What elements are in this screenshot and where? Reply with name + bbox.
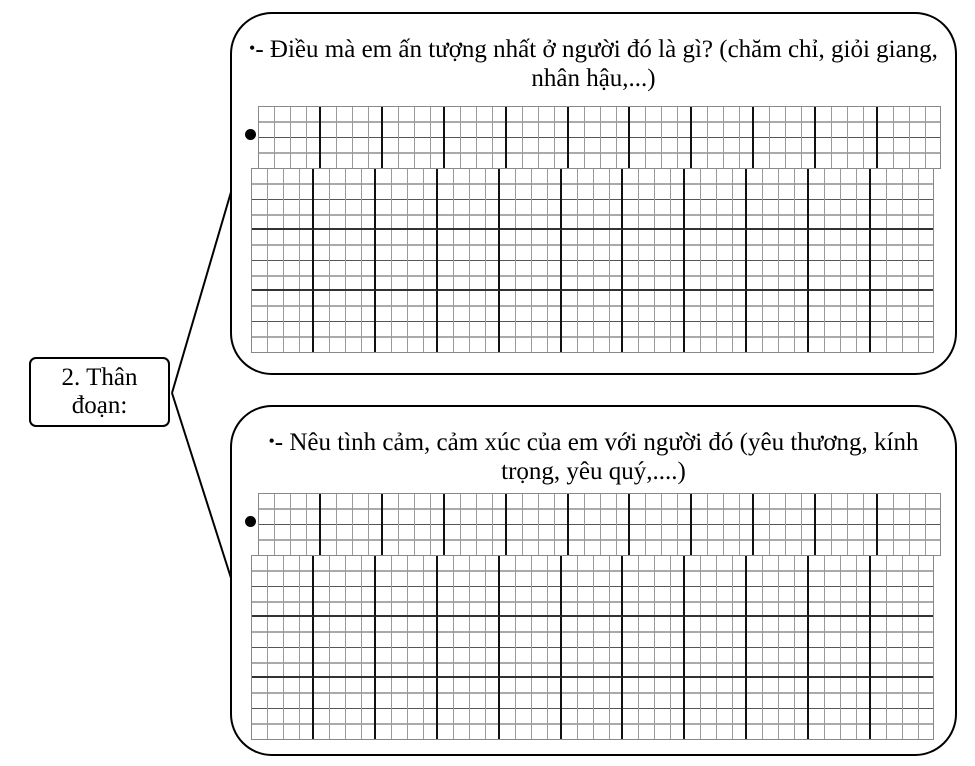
grid-cell[interactable] (623, 617, 685, 678)
grid-cell[interactable] (754, 107, 816, 168)
grid-cell[interactable] (376, 230, 438, 291)
grid-cell[interactable] (500, 230, 562, 291)
grid-cell[interactable] (878, 107, 940, 168)
prompt-text-container (246, 34, 941, 93)
section-label-box (29, 357, 170, 427)
row-bullet-icon (245, 516, 256, 527)
grid-cell[interactable] (314, 230, 376, 291)
grid-cell[interactable] (500, 556, 562, 617)
grid-cell[interactable] (809, 617, 871, 678)
prompt-text: - Điều mà em ấn tượng nhất ở người đó là gì? (chăm chỉ, giỏi giang, nhân hậu,...) (255, 36, 938, 92)
grid-cell[interactable] (445, 494, 507, 555)
grid-cell[interactable] (259, 494, 321, 555)
bullet-icon: • (268, 431, 275, 451)
grid-cell[interactable] (747, 169, 809, 230)
grid-cell[interactable] (816, 107, 878, 168)
grid-cell[interactable] (252, 291, 314, 352)
grid-cell[interactable] (438, 169, 500, 230)
grid-cell[interactable] (630, 494, 692, 555)
grid-cell[interactable] (747, 291, 809, 352)
grid-cell[interactable] (500, 291, 562, 352)
grid-cell[interactable] (562, 230, 624, 291)
grid-cell[interactable] (623, 678, 685, 739)
grid-cell[interactable] (878, 494, 940, 555)
grid-cell[interactable] (871, 617, 933, 678)
grid-cell[interactable] (383, 107, 445, 168)
grid-cell[interactable] (871, 230, 933, 291)
grid-cell[interactable] (623, 230, 685, 291)
grid-cell[interactable] (685, 617, 747, 678)
grid-cell[interactable] (445, 107, 507, 168)
grid-cell[interactable] (754, 494, 816, 555)
grid-cell[interactable] (747, 556, 809, 617)
grid-cell[interactable] (871, 556, 933, 617)
grid-cell[interactable] (871, 169, 933, 230)
grid-cell[interactable] (562, 169, 624, 230)
grid-cell[interactable] (816, 494, 878, 555)
grid-cell[interactable] (252, 678, 314, 739)
grid-cell[interactable] (438, 230, 500, 291)
grid-cell[interactable] (871, 678, 933, 739)
grid-cell[interactable] (252, 556, 314, 617)
grid-cell[interactable] (321, 494, 383, 555)
grid-cell[interactable] (314, 678, 376, 739)
grid-cell[interactable] (252, 230, 314, 291)
grid-cell[interactable] (438, 556, 500, 617)
section-label-text: 2. Thân đoạn: (61, 364, 138, 419)
grid-cell[interactable] (692, 107, 754, 168)
grid-cell[interactable] (569, 494, 631, 555)
grid-cell[interactable] (747, 230, 809, 291)
grid-cell[interactable] (747, 617, 809, 678)
writing-grid-first-row[interactable] (258, 106, 941, 169)
grid-cell[interactable] (314, 617, 376, 678)
grid-cell[interactable] (685, 678, 747, 739)
grid-cell[interactable] (507, 494, 569, 555)
prompt-text-container (246, 427, 941, 486)
grid-cell[interactable] (376, 169, 438, 230)
grid-cell[interactable] (685, 556, 747, 617)
grid-cell[interactable] (500, 678, 562, 739)
grid-cell[interactable] (685, 169, 747, 230)
grid-cell[interactable] (376, 678, 438, 739)
grid-cell[interactable] (562, 291, 624, 352)
grid-cell[interactable] (809, 556, 871, 617)
grid-cell[interactable] (692, 494, 754, 555)
grid-cell[interactable] (383, 494, 445, 555)
prompt-text: - Nêu tình cảm, cảm xúc của em với người đó (yêu thương, kính trọng, yêu quý,....) (274, 429, 919, 485)
grid-cell[interactable] (376, 617, 438, 678)
grid-cell[interactable] (809, 230, 871, 291)
grid-cell[interactable] (500, 617, 562, 678)
grid-cell[interactable] (562, 617, 624, 678)
writing-grid-block[interactable] (251, 168, 934, 353)
grid-cell[interactable] (569, 107, 631, 168)
grid-cell[interactable] (376, 291, 438, 352)
grid-cell[interactable] (630, 107, 692, 168)
grid-cell[interactable] (623, 169, 685, 230)
grid-cell[interactable] (500, 169, 562, 230)
grid-cell[interactable] (623, 556, 685, 617)
grid-cell[interactable] (438, 617, 500, 678)
grid-cell[interactable] (809, 291, 871, 352)
grid-cell[interactable] (809, 169, 871, 230)
grid-cell[interactable] (321, 107, 383, 168)
grid-cell[interactable] (438, 678, 500, 739)
grid-cell[interactable] (314, 291, 376, 352)
grid-cell[interactable] (871, 291, 933, 352)
grid-cell[interactable] (314, 556, 376, 617)
grid-cell[interactable] (562, 556, 624, 617)
grid-cell[interactable] (259, 107, 321, 168)
writing-grid-first-row[interactable] (258, 493, 941, 556)
row-bullet-icon (245, 129, 256, 140)
grid-cell[interactable] (562, 678, 624, 739)
bullet-icon: • (249, 38, 256, 58)
grid-cell[interactable] (685, 230, 747, 291)
grid-cell[interactable] (376, 556, 438, 617)
grid-cell[interactable] (685, 291, 747, 352)
grid-cell[interactable] (507, 107, 569, 168)
grid-cell[interactable] (623, 291, 685, 352)
writing-grid-block[interactable] (251, 555, 934, 740)
grid-cell[interactable] (438, 291, 500, 352)
grid-cell[interactable] (252, 617, 314, 678)
grid-cell[interactable] (252, 169, 314, 230)
grid-cell[interactable] (809, 678, 871, 739)
grid-cell[interactable] (747, 678, 809, 739)
grid-cell[interactable] (314, 169, 376, 230)
